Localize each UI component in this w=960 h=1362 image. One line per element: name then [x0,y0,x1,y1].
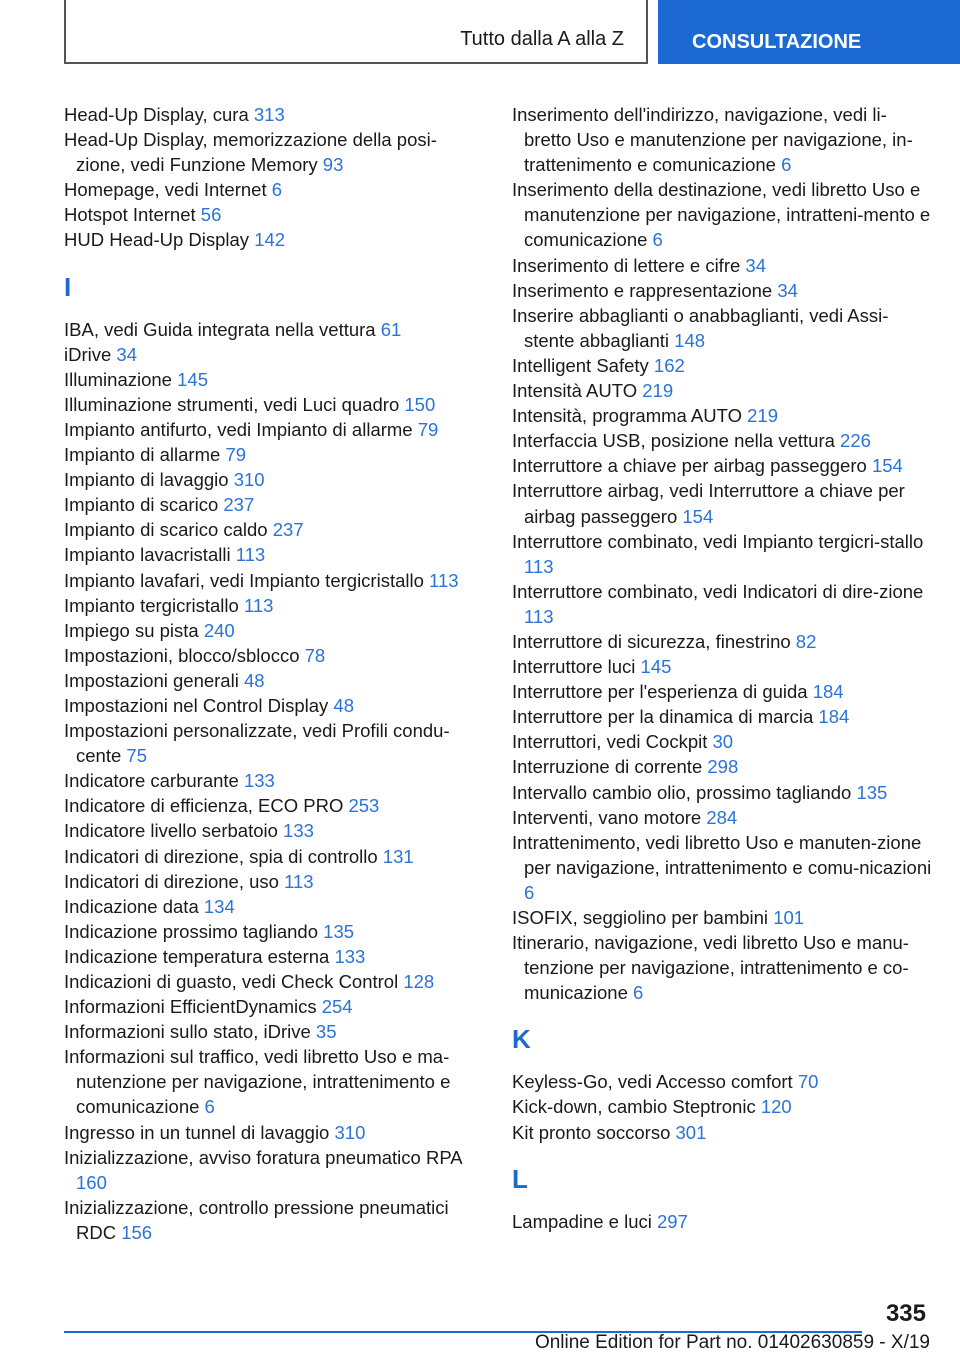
index-column-right [512,102,932,1234]
index-entry [512,780,932,805]
index-entry-term: Indicatore carburante [64,770,239,792]
index-entry [64,392,474,417]
index-entry-term: Indicazione data [64,895,199,917]
index-page-link[interactable]: 145 [177,368,208,390]
index-page-link[interactable]: 101 [773,907,805,928]
index-letter-heading: L [512,1163,528,1194]
index-entry [64,127,474,177]
index-page-link[interactable]: 313 [253,104,285,125]
index-page-link[interactable]: 6 [781,154,792,176]
index-entry [64,542,474,567]
index-entry-term: Interventi, vano motore [512,806,702,828]
index-entry-term: Inserimento e rappresentazione [512,279,773,301]
index-entry-term: Intrattenimento, vedi libretto Uso e manuten-zione per navigazione, intrattenimento e comu-nicazioni [512,831,932,878]
index-entry [512,729,932,754]
index-page-link[interactable]: 133 [243,770,275,792]
index-entry-term: Indicatore livello serbatoio [64,820,278,842]
index-page-link[interactable]: 6 [204,1096,215,1118]
index-entry [512,805,932,830]
index-entry [64,1019,474,1044]
index-page-link[interactable]: 82 [795,630,817,652]
index-entry-term: Homepage, vedi Internet [64,179,267,201]
index-entry [512,102,932,177]
index-page-link[interactable]: 70 [797,1071,819,1093]
index-entry [64,467,474,492]
index-page-link[interactable]: 237 [223,494,255,516]
index-entry [64,492,474,517]
index-entry-term: Intensità AUTO [512,380,638,402]
index-entry-term: Inserimento dell'indirizzo, navigazione, vedi li-bretto Uso e manutenzione per navigazione, in-trattenimento e comunicazione [512,104,913,176]
index-entry [512,353,932,378]
index-entry [64,568,474,593]
index-page-link[interactable]: 113 [524,605,554,627]
edition-footer: Online Edition for Part no. 01402630859 - X/19 [534,1332,930,1353]
index-entry [512,830,932,905]
index-page-link[interactable]: 6 [271,179,283,201]
index-page-link[interactable]: 310 [233,469,265,491]
index-page-link[interactable]: 56 [200,204,222,226]
index-entry-term: Head-Up Display, cura [64,104,249,125]
index-entry-term: Kit pronto soccorso [512,1121,671,1143]
index-entry-term: Indicatore di efficienza, ECO PRO [64,795,344,817]
index-entry-term: Indicatori di direzione, spia di controllo [64,845,378,867]
index-entry-term: Inserimento di lettere e cifre [512,254,741,276]
index-entry-term: Interruttore luci [512,656,636,678]
index-page-link[interactable]: 254 [321,996,353,1018]
index-page-link[interactable]: 113 [235,544,266,566]
index-page-link[interactable]: 160 [76,1171,107,1193]
index-entry-term: Impianto di lavaggio [64,469,229,491]
index-entry-term: Informazioni sullo stato, iDrive [64,1021,311,1043]
index-page-link[interactable]: 75 [126,745,147,767]
index-entry [64,844,474,869]
index-entry [64,593,474,618]
section-tab-label: CONSULTAZIONE [692,31,862,53]
index-page-link[interactable]: 131 [382,845,414,867]
index-entry-term: Impostazioni, blocco/sblocco [64,644,300,666]
index-entry-term: Informazioni sul traffico, vedi libretto Uso e ma-nutenzione per navigazione, intrattenimento e comunicazione [64,1046,451,1118]
index-entry [512,529,932,579]
index-entry [512,303,932,353]
index-page-link[interactable]: 156 [121,1221,153,1243]
page-number: 335 [885,1300,926,1327]
index-entry-term: Interruttore per l'esperienza di guida [512,681,808,703]
index-page-link[interactable]: 150 [404,393,436,415]
index-entry-term: Inizializzazione, controllo pressione pneumatici RDC [64,1196,449,1243]
index-page-link[interactable]: 219 [642,380,674,402]
index-entry [64,618,474,643]
index-entry [64,102,474,127]
index-page-link[interactable]: 148 [674,329,706,351]
index-page-link[interactable]: 79 [225,444,247,466]
index-page-link[interactable]: 48 [333,694,354,716]
index-entry-term: Indicazione temperatura esterna [64,945,330,967]
index-entry [512,1094,932,1119]
index-entry-term: IBA, vedi Guida integrata nella vettura [64,318,376,340]
index-entry [512,278,932,303]
index-entry-term: Head-Up Display, memorizzazione della posi-zione, vedi Funzione Memory [64,129,437,176]
index-letter-heading: K [512,1024,531,1055]
index-page-link[interactable]: 34 [116,343,137,365]
index-page-link[interactable]: 219 [747,405,778,427]
index-entry [64,442,474,467]
index-entry-term: iDrive [64,343,112,365]
index-page-link[interactable]: 113 [284,870,314,892]
index-page-link[interactable]: 133 [283,820,314,842]
index-entry-term: Indicazioni di guasto, vedi Check Control [64,971,399,992]
index-entry [512,428,932,453]
index-page-link[interactable]: 162 [653,354,685,376]
index-letter-heading: I [64,271,72,302]
index-page-link[interactable]: 133 [334,945,366,967]
index-entry-term: ISOFIX, seggiolino per bambini [512,907,769,928]
index-entry-term: Illuminazione strumenti, vedi Luci quadro [64,393,400,415]
index-column-left [64,102,474,1245]
index-entry-term: Impostazioni nel Control Display [64,694,329,716]
index-page-link[interactable]: 48 [243,669,265,691]
index-entry-term: Lampadine e luci [512,1210,652,1232]
index-entry [64,969,474,994]
index-entry-term: Impostazioni generali [64,669,239,691]
index-entry-term: Inserimento della destinazione, vedi libretto Uso e manutenzione per navigazione, intratteni-mento e comunicazione [512,179,931,251]
index-entry-term: Indicazione prossimo tagliando [64,920,319,942]
index-entry [64,718,474,768]
index-entry-term: Ingresso in un tunnel di lavaggio [64,1121,330,1143]
index-entry [64,1195,474,1245]
index-entry [64,1120,474,1145]
index-entry-term: Interruttore per la dinamica di marcia [512,706,814,728]
index-entry-term: Interruzione di corrente [512,756,703,778]
index-page-link[interactable]: 154 [682,505,714,527]
index-entry [512,629,932,654]
index-entry-term: Impianto antifurto, vedi Impianto di allarme [64,418,413,440]
index-entry [64,894,474,919]
index-entry [512,177,932,252]
index-page-link[interactable]: 301 [675,1121,707,1143]
index-entry-term: Interruttore di sicurezza, finestrino [512,630,791,652]
index-entry [64,317,474,342]
index-entry-term: Impianto lavafari, vedi Impianto tergicristallo [64,569,424,591]
index-page-link[interactable]: 35 [315,1021,337,1043]
index-page-link[interactable]: 6 [633,982,644,1004]
index-entry [512,1120,932,1145]
index-page-link[interactable]: 120 [760,1096,792,1118]
index-page-link[interactable]: 135 [856,781,888,803]
index-entry [512,754,932,779]
index-entry-term: Impianto di allarme [64,444,221,466]
index-page-link[interactable]: 6 [652,229,663,251]
index-entry-term: Interfaccia USB, posizione nella vettura [512,430,835,452]
index-page-link[interactable]: 30 [712,731,734,753]
index-entry-term: Kick-down, cambio Steptronic [512,1096,756,1118]
index-entry-term: Interruttore airbag, vedi Interruttore a chiave per airbag passeggero [512,480,905,527]
index-page-link[interactable]: 79 [417,418,439,440]
index-page-link[interactable]: 237 [272,519,304,541]
index-entry-term: Impianto di scarico [64,494,219,516]
index-entry [512,579,932,629]
index-entry [64,202,474,227]
index-page-link[interactable]: 134 [203,895,235,917]
index-entry-term: Interruttore a chiave per airbag passeggero [512,455,867,477]
index-entry [64,994,474,1019]
index-entry [64,1145,474,1195]
index-entry [64,1044,474,1119]
index-entry [64,668,474,693]
index-entry [512,403,932,428]
index-entry [64,367,474,392]
index-entry-term: Interruttori, vedi Cockpit [512,731,708,753]
index-entry [64,177,474,202]
index-entry [64,919,474,944]
index-entry-term: Impianto lavacristalli [64,544,231,566]
index-entry-term: Impostazioni personalizzate, vedi Profili condu-cente [64,720,450,767]
index-entry-term: Indicatori di direzione, uso [64,870,279,892]
index-entry-term: Illuminazione [64,368,172,390]
index-page-link[interactable]: 128 [403,971,435,992]
index-entry [64,643,474,668]
index-entry-term: Informazioni EfficientDynamics [64,996,317,1018]
index-entry-term: Intensità, programma AUTO [512,405,742,427]
index-entry-term: Impianto tergicristallo [64,594,239,616]
index-entry-term: Intervallo cambio olio, prossimo tagliando [512,781,852,803]
index-page-link[interactable]: 78 [304,644,326,666]
index-entry [512,654,932,679]
index-entry [512,930,932,1005]
index-page-link[interactable]: 297 [657,1210,688,1232]
index-entry-term: Inserire abbaglianti o anabbaglianti, vedi Assi-stente abbaglianti [512,304,889,351]
index-page-link[interactable]: 113 [429,569,459,591]
index-entry [512,1069,932,1094]
index-entry-term: Keyless-Go, vedi Accesso comfort [512,1071,793,1093]
index-entry [512,253,932,278]
index-page-link[interactable]: 154 [871,455,903,477]
index-entry-term: Interruttore combinato, vedi Impianto tergicri-stallo [512,530,924,552]
index-page-link[interactable]: 310 [334,1121,366,1143]
index-entry-term: Inizializzazione, avviso foratura pneumatico RPA [64,1146,462,1168]
index-entry [64,768,474,793]
index-entry [512,704,932,729]
index-entry [64,869,474,894]
index-page-link[interactable]: 6 [524,881,535,903]
index-page-link[interactable]: 135 [323,920,355,942]
index-entry [512,478,932,528]
index-entry [512,453,932,478]
index-page-link[interactable]: 142 [254,229,286,251]
index-page-link[interactable]: 34 [777,279,798,301]
index-page-link[interactable]: 184 [812,681,844,703]
section-title: Tutto dalla A alla Z [460,28,624,50]
index-entry [512,905,932,930]
index-entry [512,679,932,704]
index-page-link[interactable]: 93 [322,154,344,176]
index-entry-term: Interruttore combinato, vedi Indicatori di dire-zione [512,580,924,602]
index-page-link[interactable]: 284 [706,806,738,828]
index-page-link[interactable]: 240 [203,619,235,641]
index-page-link[interactable]: 34 [745,254,766,276]
index-page-link[interactable]: 61 [380,318,402,340]
index-entry-term: HUD Head-Up Display [64,229,250,251]
index-entry-term: Impiego su pista [64,619,199,641]
index-entry [64,342,474,367]
index-entry [64,227,474,252]
index-page-link[interactable]: 113 [524,555,554,577]
index-entry [64,693,474,718]
index-entry [64,944,474,969]
index-page-link[interactable]: 145 [640,656,672,678]
index-page-link[interactable]: 298 [707,756,739,778]
index-entry [512,1209,932,1234]
index-entry [64,818,474,843]
index-page-link[interactable]: 113 [243,594,274,616]
index-page-link[interactable]: 253 [348,795,380,817]
index-entry-term: Intelligent Safety [512,354,649,376]
index-entry-term: Hotspot Internet [64,204,196,226]
index-entry [512,378,932,403]
section-tab[interactable] [658,0,960,64]
index-page-link[interactable]: 226 [840,430,871,452]
index-entry-term: Impianto di scarico caldo [64,519,268,541]
index-entry [64,517,474,542]
index-entry [64,793,474,818]
index-entry-term: Itinerario, navigazione, vedi libretto Uso e manu-tenzione per navigazione, intrattenimento e co-municazione [512,932,909,1004]
index-page-link[interactable]: 184 [818,706,850,728]
index-entry [64,417,474,442]
